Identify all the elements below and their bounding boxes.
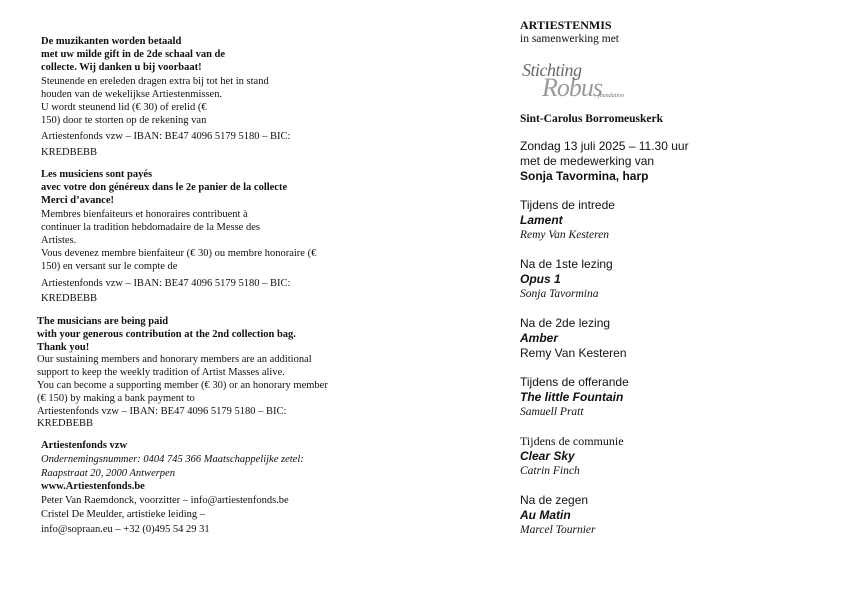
text-line: Steunende en ereleden dragen extra bij tot het in stand [41,75,269,87]
text-line: You can become a supporting member (€ 30) or an honorary member [37,379,328,391]
program-moment: Na de 2de lezing [520,316,611,330]
program-moment: Tijdens de offerande [520,375,629,389]
text-line: The musicians are being paid [37,316,169,327]
page-title: ARTIESTENMIS [520,18,612,32]
text-line: KREDBEBB [37,418,94,430]
text-line: Les musiciens sont payés [41,169,153,180]
donation-info-en [37,316,328,431]
program-item [520,316,820,361]
program-column [520,18,820,538]
text-line: 150) door te storten op de rekening van [41,115,207,127]
text-line: Artiestenfonds vzw – IBAN: BE47 4096 5179 5180 – BIC: [41,277,291,289]
text-line: collecte. Wij danken u bij voorbaat! [41,62,202,74]
text-line: (€ 150) by making a bank payment to [37,392,195,404]
chair-contact: Peter Van Raemdonck, voorzitter – info@artiestenfonds.be [41,495,289,507]
org-name: Artiestenfonds vzw [41,440,128,451]
donation-info-fr [41,168,316,305]
text-line: De muzikanten worden betaald [41,36,182,47]
company-number: Ondernemingsnummer: 0404 745 366 Maatschappelijke zetel: [41,453,304,465]
text-line: U wordt steunend lid (€ 30) of erelid (€ [41,102,207,114]
org-address: Raapstraat 20, 2000 Antwerpen [41,467,175,479]
program-composer: Samuell Pratt [520,406,584,418]
stichting-robus-logo [520,56,625,104]
text-line: Merci d’avance! [41,195,114,207]
performer: Sonja Tavormina, harp [520,169,649,183]
artistic-director: Cristel De Meulder, artistieke leiding – [41,508,206,520]
program-moment: Na de 1ste lezing [520,257,613,271]
program-item [520,198,820,243]
text-line: Artiestenfonds vzw – IBAN: BE47 4096 5179 5180 – BIC: [37,405,287,417]
program-moment: Na de zegen [520,493,589,507]
program-item [520,493,820,538]
donation-info-nl [41,35,290,159]
page-subtitle: in samenwerking met [520,33,620,45]
program-piece: Opus 1 [520,272,561,286]
logo-word: Robus [542,73,602,102]
text-line: 150) en versant sur le compte de [41,261,178,273]
text-line: Vous devenez membre bienfaiteur (€ 30) ou membre honoraire (€ [41,248,317,260]
program-composer: Marcel Tournier [520,524,596,536]
org-footer [41,439,304,537]
text-line: Artistes. [41,235,77,247]
logo-word: Stichting [522,60,582,80]
program-composer: Remy Van Kesteren [520,346,627,360]
text-line: avec votre don généreux dans le 2e panier de la collecte [41,182,288,194]
program-item [520,257,820,302]
program-composer: Catrin Finch [520,465,580,477]
text-line: Artiestenfonds vzw – IBAN: BE47 4096 5179 5180 – BIC: [41,131,291,143]
event-date: Zondag 13 juli 2025 – 11.30 uur [520,139,689,153]
program-piece: Clear Sky [520,449,575,463]
org-website: www.Artiestenfonds.be [41,481,145,493]
text-line: Thank you! [37,341,90,353]
logo-word: foundation [598,93,625,99]
text-line: support to keep the weekly tradition of Artist Masses alive. [37,367,285,379]
program-composer: Remy Van Kesteren [520,229,609,241]
text-line: Membres bienfaiteurs et honoraires contribuent à [41,208,248,220]
program-piece: Amber [520,331,559,345]
text-line: continuer la tradition hebdomadaire de la Messe des [41,221,260,233]
collaboration-line: met de medewerking van [520,154,655,168]
program-piece: Lament [520,213,563,227]
text-line: with your generous contribution at the 2nd collection bag. [37,328,296,340]
program-item [520,375,820,420]
church-name: Sint-Carolus Borromeuskerk [520,113,664,125]
program-moment: Tijdens de communie [520,434,624,448]
artistic-contact: info@sopraan.eu – +32 (0)495 54 29 31 [41,523,210,535]
program-item [520,434,820,479]
text-line: KREDBEBB [41,292,98,304]
text-line: met uw milde gift in de 2de schaal van de [41,49,226,61]
program-composer: Sonja Tavormina [520,288,599,300]
program-moment: Tijdens de intrede [520,198,615,212]
program-piece: The little Fountain [520,390,624,404]
text-line: Our sustaining members and honorary members are an additional [37,354,312,366]
program-piece: Au Matin [520,508,571,522]
text-line: houden van de wekelijkse Artiestenmissen. [41,88,223,100]
text-line: KREDBEBB [41,146,98,158]
